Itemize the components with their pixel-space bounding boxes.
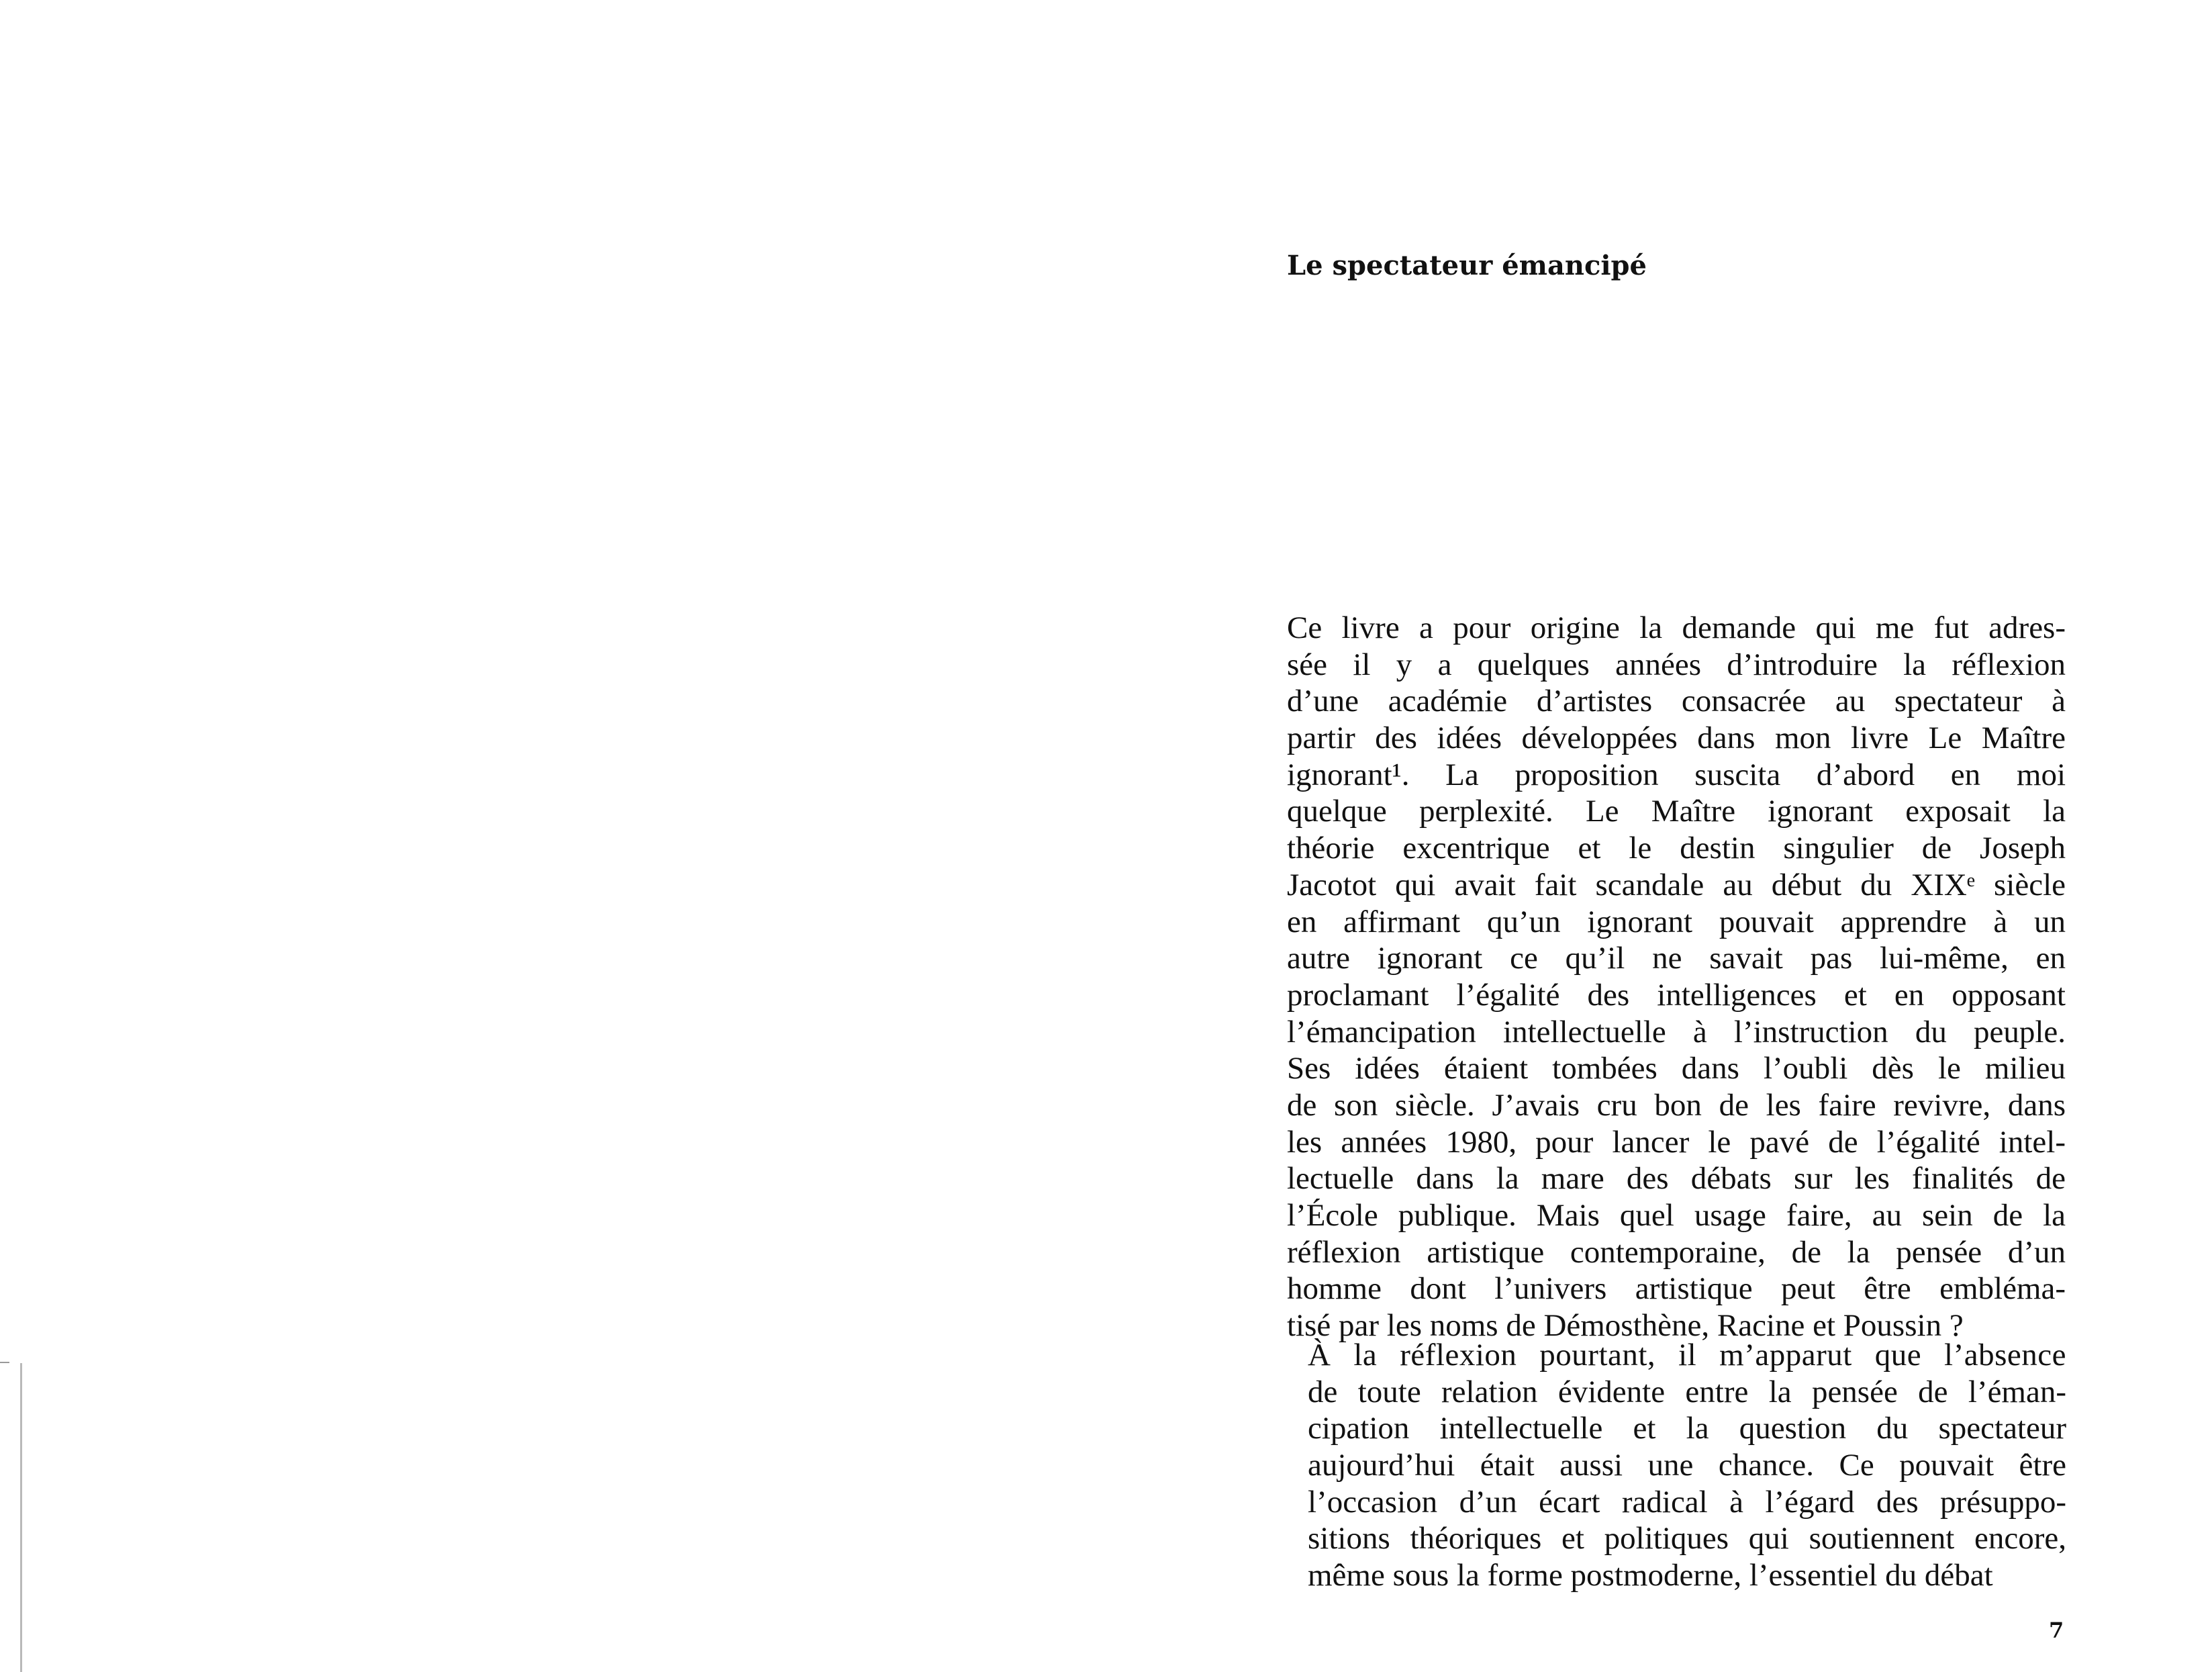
text-line: l’occasion d’un écart radical à l’égard des présuppo- xyxy=(1308,1484,2066,1520)
text-line: autre ignorant ce qu’il ne savait pas lui-même, en xyxy=(1287,941,2066,976)
text-line: tisé par les noms de Démosthène, Racine et Poussin ? xyxy=(1287,1308,1964,1344)
text-line: Ses idées étaient tombées dans l’oubli dès le milieu xyxy=(1287,1051,2066,1086)
text-line: même sous la forme postmoderne, l’essentiel du débat xyxy=(1308,1558,1993,1593)
binding-line xyxy=(20,1363,22,1672)
text-line: l’École publique. Mais quel usage faire, au sein de la xyxy=(1287,1198,2066,1233)
text-line: À la réflexion pourtant, il m’apparut que l’absence xyxy=(1308,1338,2066,1373)
text-line: lectuelle dans la mare des débats sur les finalités de xyxy=(1287,1161,2066,1197)
left-page xyxy=(0,0,1101,1665)
text-line: en affirmant qu’un ignorant pouvait apprendre à un xyxy=(1287,904,2066,939)
text-line: sée il y a quelques années d’introduire la réflexion xyxy=(1287,647,2066,682)
text-line: Jacotot qui avait fait scandale au début du XIXᵉ siècle xyxy=(1287,867,2066,902)
text-line: ignorant¹. La proposition suscita d’abord en moi xyxy=(1287,757,2066,792)
text-line: réflexion artistique contemporaine, de la pensée d’un xyxy=(1287,1234,2066,1270)
text-line: aujourd’hui était aussi une chance. Ce pouvait être xyxy=(1308,1448,2066,1483)
text-line: proclamant l’égalité des intelligences et en opposant xyxy=(1287,977,2066,1013)
paragraph-1 xyxy=(1287,610,2066,1344)
text-line: l’émancipation intellectuelle à l’instruction du peuple. xyxy=(1287,1014,2066,1050)
text-line: de toute relation évidente entre la pensée de l’éman- xyxy=(1308,1374,2066,1409)
chapter-title: Le spectateur émancipé xyxy=(1287,250,1647,281)
text-line: d’une académie d’artistes consacrée au spectateur à xyxy=(1287,684,2066,719)
text-line: partir des idées développées dans mon livre Le Maître xyxy=(1287,721,2066,756)
text-line: cipation intellectuelle et la question du spectateur xyxy=(1308,1411,2066,1446)
text-line: Ce livre a pour origine la demande qui me fut adres- xyxy=(1287,610,2066,645)
text-line: homme dont l’univers artistique peut être embléma- xyxy=(1287,1271,2066,1307)
text-line: de son siècle. J’avais cru bon de les faire revivre, dans xyxy=(1287,1087,2066,1123)
binding-tick xyxy=(0,1362,9,1363)
text-line: théorie excentrique et le destin singulier de Joseph xyxy=(1287,831,2066,866)
page-number: 7 xyxy=(2049,1618,2064,1643)
text-line: les années 1980, pour lancer le pavé de l’égalité intel- xyxy=(1287,1124,2066,1160)
paragraph-2 xyxy=(1308,1337,2066,1594)
text-line: sitions théoriques et politiques qui soutiennent encore, xyxy=(1308,1521,2066,1557)
text-line: quelque perplexité. Le Maître ignorant exposait la xyxy=(1287,794,2066,829)
